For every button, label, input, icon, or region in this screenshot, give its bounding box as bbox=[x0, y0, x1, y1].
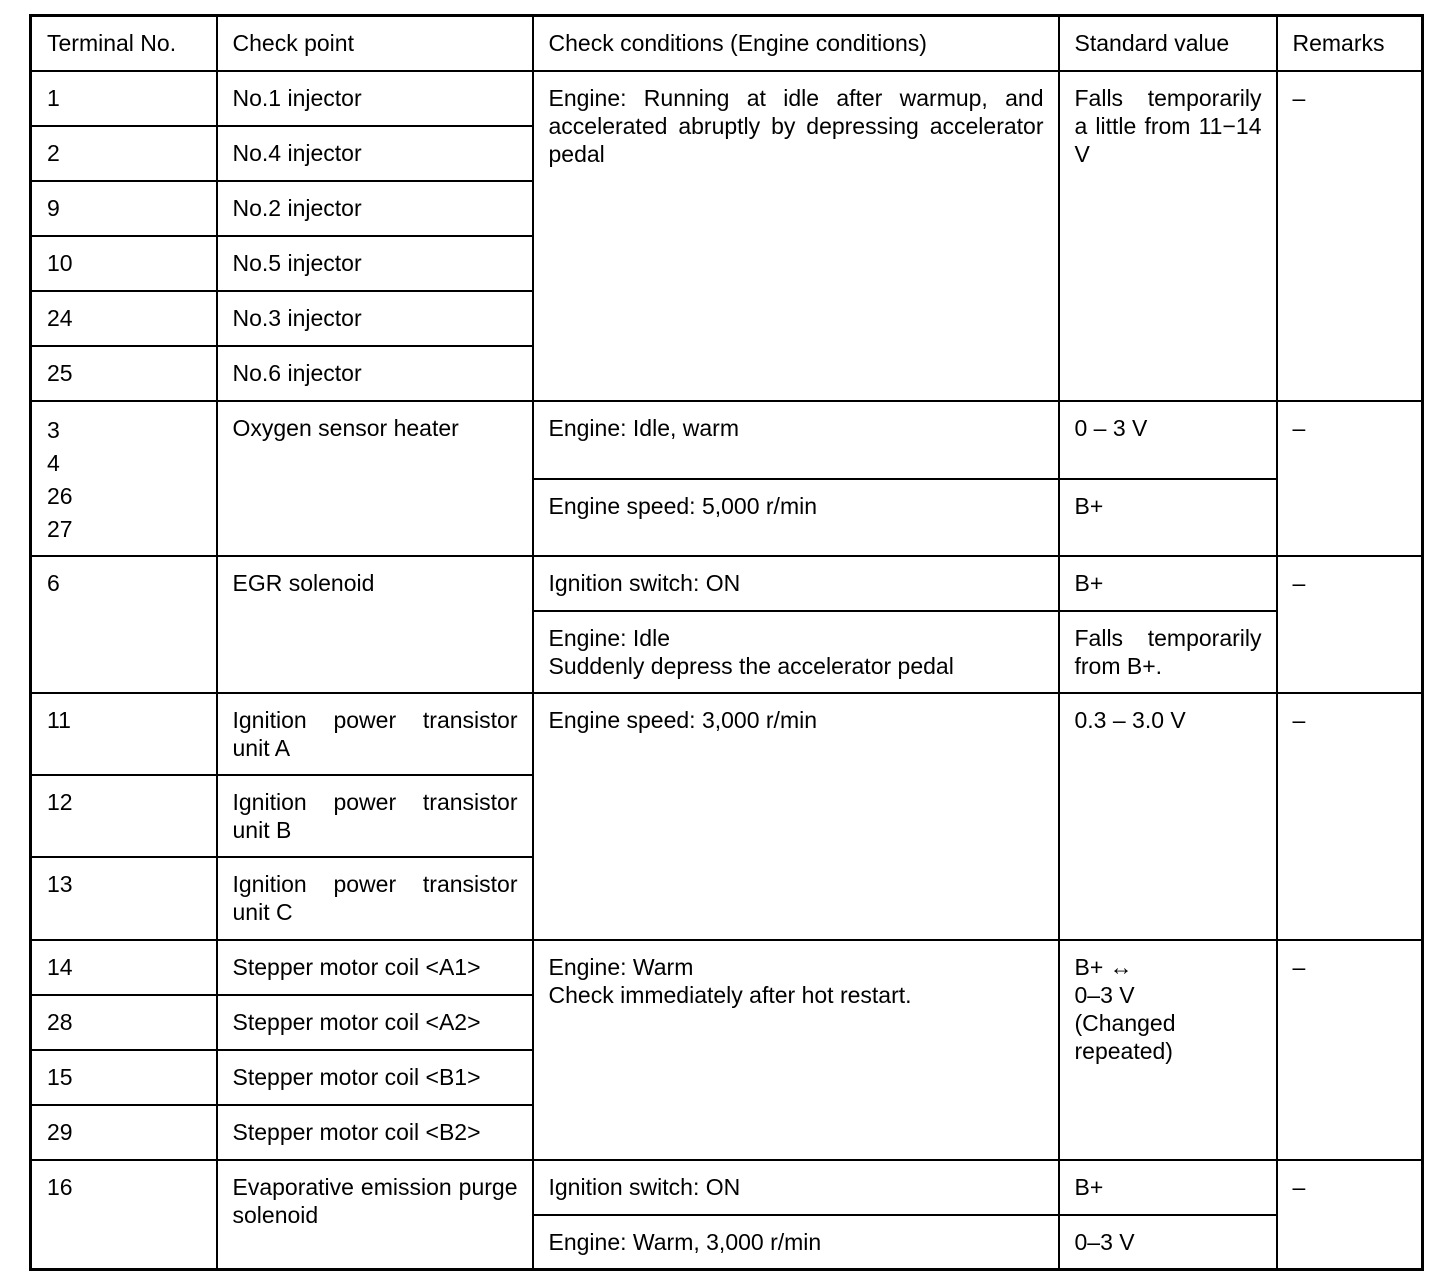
check-point-cell: EGR solenoid bbox=[217, 556, 533, 693]
remarks-cell: – bbox=[1277, 940, 1423, 1160]
remarks-cell: – bbox=[1277, 71, 1423, 401]
terminal-cell: 29 bbox=[31, 1105, 217, 1160]
terminal-number: 3 bbox=[47, 416, 60, 443]
condition-cell: Ignition switch: ON bbox=[533, 1160, 1059, 1215]
condition-cell: Engine: Warm Check immediately after hot restart. bbox=[533, 940, 1059, 1160]
terminal-cell bbox=[31, 401, 217, 556]
remarks-cell: – bbox=[1277, 401, 1423, 556]
table-header-row bbox=[31, 16, 1423, 71]
table-row bbox=[31, 71, 1423, 126]
check-point-cell: Stepper motor coil <A2> bbox=[217, 995, 533, 1050]
standard-value-cell: B+ bbox=[1059, 556, 1277, 611]
terminal-cell: 15 bbox=[31, 1050, 217, 1105]
check-point-cell: Oxygen sensor heater bbox=[217, 401, 533, 556]
check-point-cell: No.2 injector bbox=[217, 181, 533, 236]
check-point-cell: Stepper motor coil <B2> bbox=[217, 1105, 533, 1160]
terminal-cell: 1 bbox=[31, 71, 217, 126]
terminal-cell: 16 bbox=[31, 1160, 217, 1270]
table-row bbox=[31, 940, 1423, 995]
terminal-cell: 14 bbox=[31, 940, 217, 995]
remarks-cell: – bbox=[1277, 1160, 1423, 1270]
standard-value-cell: B+ bbox=[1059, 479, 1277, 556]
header-terminal-no: Terminal No. bbox=[31, 16, 217, 71]
table-row bbox=[31, 693, 1423, 775]
terminal-cell: 12 bbox=[31, 775, 217, 857]
remarks-cell: – bbox=[1277, 556, 1423, 693]
standard-value-cell: 0–3 V bbox=[1059, 1215, 1277, 1270]
terminal-cell: 9 bbox=[31, 181, 217, 236]
check-point-cell: No.5 injector bbox=[217, 236, 533, 291]
terminal-cell: 28 bbox=[31, 995, 217, 1050]
check-point-cell: Ignition power transistor unit B bbox=[217, 775, 533, 857]
remarks-cell: – bbox=[1277, 693, 1423, 940]
table-row bbox=[31, 401, 1423, 479]
standard-value-cell: B+ bbox=[1059, 1160, 1277, 1215]
check-point-cell: No.6 injector bbox=[217, 346, 533, 401]
standard-value-cell: B+ ↔ 0–3 V (Changed repeated) bbox=[1059, 940, 1277, 1160]
check-point-cell: Evaporative emission purge solenoid bbox=[217, 1160, 533, 1270]
header-remarks: Remarks bbox=[1277, 16, 1423, 71]
terminal-cell: 6 bbox=[31, 556, 217, 693]
condition-cell: Ignition switch: ON bbox=[533, 556, 1059, 611]
terminal-number: 27 bbox=[47, 515, 73, 542]
condition-cell: Engine speed: 5,000 r/min bbox=[533, 479, 1059, 556]
header-standard-value: Standard value bbox=[1059, 16, 1277, 71]
condition-cell: Engine: Warm, 3,000 r/min bbox=[533, 1215, 1059, 1270]
terminal-cell: 25 bbox=[31, 346, 217, 401]
terminal-cell: 2 bbox=[31, 126, 217, 181]
standard-value-cell: Falls temporarily a little from 11−14 V bbox=[1059, 71, 1277, 401]
standard-value-cell: Falls temporarily from B+. bbox=[1059, 611, 1277, 693]
check-point-cell: No.4 injector bbox=[217, 126, 533, 181]
table-row bbox=[31, 556, 1423, 611]
check-point-cell: Stepper motor coil <B1> bbox=[217, 1050, 533, 1105]
header-check-point: Check point bbox=[217, 16, 533, 71]
check-point-cell: Stepper motor coil <A1> bbox=[217, 940, 533, 995]
check-point-cell: No.3 injector bbox=[217, 291, 533, 346]
check-point-cell: No.1 injector bbox=[217, 71, 533, 126]
terminal-cell: 10 bbox=[31, 236, 217, 291]
condition-cell: Engine speed: 3,000 r/min bbox=[533, 693, 1059, 940]
condition-cell: Engine: Idle, warm bbox=[533, 401, 1059, 479]
check-point-cell: Ignition power transistor unit C bbox=[217, 857, 533, 940]
terminal-cell: 13 bbox=[31, 857, 217, 940]
check-point-cell: Ignition power transistor unit A bbox=[217, 693, 533, 775]
terminal-number: 26 bbox=[47, 482, 73, 509]
condition-cell: Engine: Idle Suddenly depress the accelerator pedal bbox=[533, 611, 1059, 693]
terminal-cell: 24 bbox=[31, 291, 217, 346]
table-row bbox=[31, 1160, 1423, 1215]
header-check-conditions: Check conditions (Engine conditions) bbox=[533, 16, 1059, 71]
standard-value-cell: 0.3 – 3.0 V bbox=[1059, 693, 1277, 940]
document-page bbox=[29, 14, 1424, 1271]
standard-value-cell: 0 – 3 V bbox=[1059, 401, 1277, 479]
terminal-check-table bbox=[29, 14, 1424, 1271]
terminal-cell: 11 bbox=[31, 693, 217, 775]
terminal-number: 4 bbox=[47, 449, 60, 476]
condition-cell: Engine: Running at idle after warmup, and accelerated abruptly by depressing accelerator pedal bbox=[533, 71, 1059, 401]
